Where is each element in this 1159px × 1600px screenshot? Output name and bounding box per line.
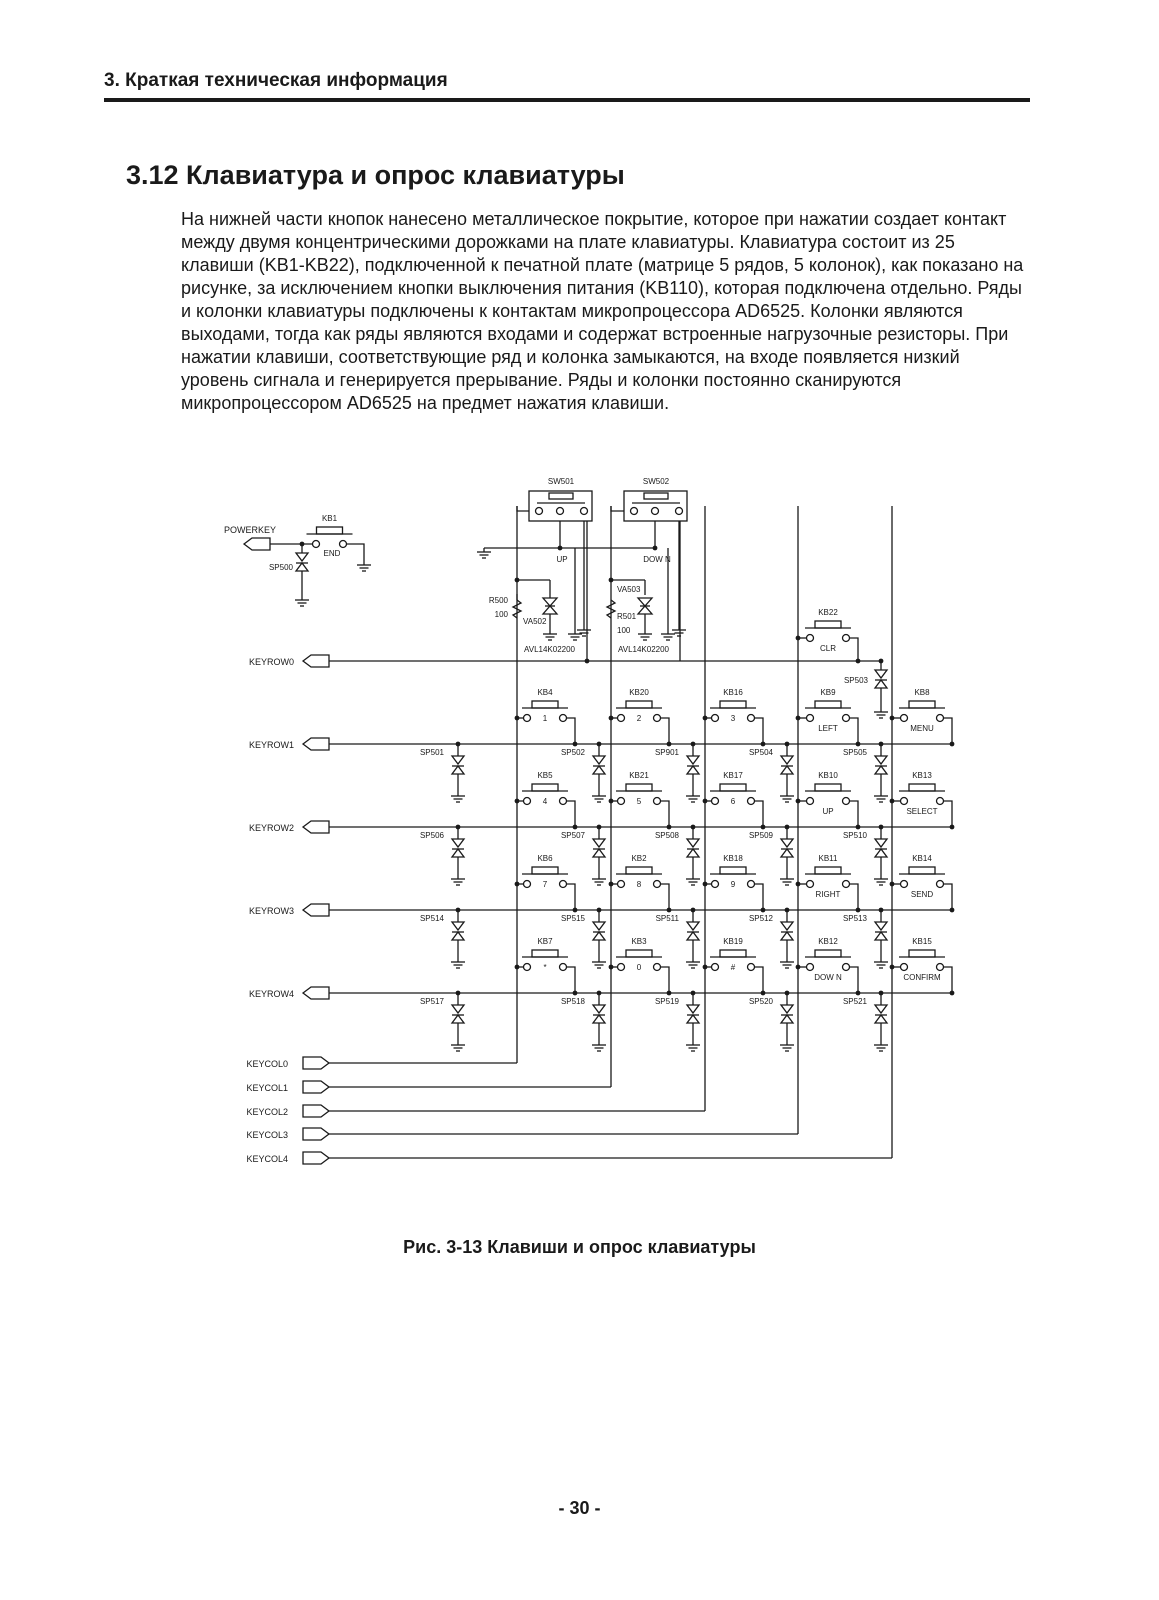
switch-terminal bbox=[581, 508, 588, 515]
junction-dot bbox=[573, 991, 578, 996]
suppressor-diode bbox=[452, 1015, 464, 1023]
junction-dot bbox=[573, 742, 578, 747]
suppressor-label: SP503 bbox=[843, 676, 868, 685]
suppressor-diode bbox=[781, 849, 793, 857]
switch-terminal bbox=[618, 715, 625, 722]
suppressor-diode bbox=[875, 766, 887, 774]
switch-terminal bbox=[654, 798, 661, 805]
suppressor-diode bbox=[781, 756, 793, 764]
section-title: 3.12 Клавиатура и опрос клавиатуры bbox=[126, 160, 625, 190]
label-layer bbox=[224, 477, 941, 1164]
junction-dot bbox=[856, 825, 861, 830]
switch-actuator bbox=[909, 701, 935, 708]
suppressor-diode bbox=[781, 839, 793, 847]
switch-terminal bbox=[524, 715, 531, 722]
page-number: - 30 - bbox=[558, 1498, 601, 1518]
key-ref-label: KB14 bbox=[912, 854, 932, 863]
switch-terminal bbox=[843, 964, 850, 971]
junction-dot bbox=[796, 636, 801, 641]
suppressor-label: SP511 bbox=[655, 914, 679, 923]
side-switch-ref: SW502 bbox=[642, 477, 670, 486]
col-port bbox=[303, 1057, 329, 1069]
suppressor-label: SP518 bbox=[560, 997, 585, 1006]
junction-dot bbox=[609, 578, 614, 583]
key-function-label: LEFT bbox=[818, 724, 838, 733]
key-ref-label: KB11 bbox=[818, 854, 838, 863]
suppressor-label: SP507 bbox=[560, 831, 585, 840]
switch-terminal bbox=[843, 798, 850, 805]
suppressor-diode bbox=[452, 756, 464, 764]
resistor-ref: R500 bbox=[488, 596, 508, 605]
suppressor-label: SP513 bbox=[842, 914, 867, 923]
row-net-label: KEYROW4 bbox=[248, 989, 294, 999]
suppressor-diode bbox=[781, 1005, 793, 1013]
suppressor-diode bbox=[296, 563, 308, 571]
row-net-label: KEYROW0 bbox=[248, 657, 294, 667]
junction-dot bbox=[515, 578, 520, 583]
switch-terminal bbox=[937, 715, 944, 722]
key-function-label: 2 bbox=[636, 714, 642, 723]
key-ref-label: KB5 bbox=[537, 771, 553, 780]
junction-dot bbox=[856, 908, 861, 913]
wire bbox=[944, 884, 953, 910]
switch-terminal bbox=[901, 715, 908, 722]
suppressor-label: SP504 bbox=[748, 748, 773, 757]
wire bbox=[567, 801, 576, 827]
junction-dot bbox=[703, 882, 708, 887]
switch-terminal bbox=[937, 964, 944, 971]
junction-dot bbox=[515, 882, 520, 887]
junction-dot bbox=[950, 742, 955, 747]
suppressor-diode bbox=[687, 756, 699, 764]
col-port bbox=[303, 1152, 329, 1164]
switch-actuator bbox=[532, 701, 558, 708]
suppressor-diode bbox=[452, 766, 464, 774]
switch-terminal bbox=[557, 508, 564, 515]
junction-dot bbox=[856, 742, 861, 747]
varistor-ref: VA502 bbox=[523, 617, 547, 626]
suppressor-label: SP505 bbox=[842, 748, 867, 757]
suppressor-diode bbox=[593, 766, 605, 774]
suppressor-label: SP502 bbox=[560, 748, 585, 757]
wire bbox=[850, 801, 859, 827]
suppressor-diode bbox=[781, 766, 793, 774]
suppressor-diode bbox=[875, 680, 887, 688]
switch-actuator bbox=[815, 621, 841, 628]
wire bbox=[755, 884, 764, 910]
switch-terminal bbox=[901, 881, 908, 888]
row-port bbox=[303, 904, 329, 916]
row-port bbox=[303, 821, 329, 833]
wire bbox=[850, 638, 859, 661]
switch-actuator bbox=[626, 867, 652, 874]
key-function-label: DOW N bbox=[814, 973, 842, 982]
switch-actuator bbox=[815, 784, 841, 791]
switch-terminal bbox=[524, 881, 531, 888]
suppressor-label: SP509 bbox=[748, 831, 773, 840]
suppressor-label: SP501 bbox=[419, 748, 444, 757]
suppressor-label: SP520 bbox=[748, 997, 773, 1006]
wire bbox=[755, 718, 764, 744]
side-switch-ref: SW501 bbox=[547, 477, 575, 486]
body-paragraph: На нижней части кнопок нанесено металлическое покрытие, которое при нажатии создает контакт между двумя концентрическими дорожками на плате клавиатуры. Клавиатура состоит из 25 клавиши (KB1-KB22), подключенной к печатной плате (матрице 5 рядов, 5 колонок), как показано на рисунке, за исключением кнопки выключения питания (KB110), которая подключена отдельно. Ряды и колонки клавиатуры подключены к контактам микропроцессора AD6525. Колонки являются выходами, тогда как ряды являются входами и содержат встроенные нагрузочные резисторы. При нажатии клавиши, соответствующие ряд и колонка замыкаются, на входе появляется низкий уровень сигнала и генерируется прерывание. Ряды и колонки постоянно сканируются микропроцессором AD6525 на предмет нажатия клавиши. bbox=[181, 209, 1024, 413]
col-net-label: KEYCOL0 bbox=[246, 1059, 288, 1069]
row-port bbox=[303, 655, 329, 667]
switch-terminal bbox=[560, 881, 567, 888]
key-ref-label: KB17 bbox=[723, 771, 743, 780]
switch-actuator bbox=[815, 950, 841, 957]
key-ref-label: KB3 bbox=[631, 937, 647, 946]
suppressor-diode bbox=[593, 756, 605, 764]
switch-terminal bbox=[748, 881, 755, 888]
key-ref-label: KB9 bbox=[820, 688, 836, 697]
key-function-label: MENU bbox=[910, 724, 934, 733]
junction-dot bbox=[796, 965, 801, 970]
switch-terminal bbox=[676, 508, 683, 515]
row-port bbox=[303, 987, 329, 999]
switch-actuator bbox=[532, 950, 558, 957]
junction-dot bbox=[667, 825, 672, 830]
varistor-part: AVL14K02200 bbox=[618, 645, 670, 654]
switch-terminal bbox=[560, 715, 567, 722]
key-ref-label: KB2 bbox=[631, 854, 647, 863]
varistor bbox=[638, 598, 652, 606]
suppressor-label: SP521 bbox=[842, 997, 867, 1006]
suppressor-diode bbox=[781, 1015, 793, 1023]
key-ref-label: KB15 bbox=[912, 937, 932, 946]
switch-terminal bbox=[807, 881, 814, 888]
suppressor-diode bbox=[875, 1015, 887, 1023]
junction-dot bbox=[585, 659, 590, 664]
key-function-label: * bbox=[543, 963, 547, 972]
wire bbox=[567, 718, 576, 744]
varistor bbox=[543, 606, 557, 614]
col-net-label: KEYCOL1 bbox=[246, 1083, 288, 1093]
key-ref-label: KB8 bbox=[914, 688, 930, 697]
resistor-ref: R501 bbox=[617, 612, 637, 621]
suppressor-diode bbox=[781, 922, 793, 930]
varistor bbox=[638, 606, 652, 614]
suppressor-diode bbox=[875, 839, 887, 847]
suppressor-diode bbox=[875, 670, 887, 678]
key-ref-label: KB21 bbox=[629, 771, 649, 780]
switch-actuator bbox=[909, 950, 935, 957]
suppressor-diode bbox=[593, 922, 605, 930]
col-net-label: KEYCOL3 bbox=[246, 1130, 288, 1140]
key-ref-label: KB12 bbox=[818, 937, 838, 946]
junction-dot bbox=[856, 991, 861, 996]
wire bbox=[661, 884, 670, 910]
switch-terminal bbox=[937, 798, 944, 805]
running-header: 3. Краткая техническая информация bbox=[104, 70, 448, 91]
figure-caption: Рис. 3-13 Клавиши и опрос клавиатуры bbox=[403, 1237, 756, 1257]
resistor-value: 100 bbox=[494, 610, 508, 619]
key-ref-label: KB13 bbox=[912, 771, 932, 780]
switch-actuator bbox=[626, 784, 652, 791]
wire bbox=[567, 884, 576, 910]
key-function-label: 0 bbox=[636, 963, 642, 972]
wire bbox=[661, 718, 670, 744]
suppressor-diode bbox=[781, 932, 793, 940]
junction-dot bbox=[796, 716, 801, 721]
switch-terminal bbox=[712, 798, 719, 805]
key-ref-label: KB19 bbox=[723, 937, 743, 946]
suppressor-label: SP519 bbox=[654, 997, 679, 1006]
switch-actuator bbox=[626, 701, 652, 708]
side-switch-label: UP bbox=[556, 555, 568, 564]
key-function-label: 5 bbox=[636, 797, 642, 806]
col-port bbox=[303, 1081, 329, 1093]
suppressor-diode bbox=[452, 932, 464, 940]
suppressor-diode bbox=[687, 766, 699, 774]
resistor-value: 100 bbox=[617, 626, 631, 635]
switch-terminal bbox=[712, 715, 719, 722]
key-function-label: 8 bbox=[636, 880, 642, 889]
key-ref-label: KB1 bbox=[321, 514, 338, 523]
switch-terminal bbox=[524, 964, 531, 971]
suppressor-label: SP514 bbox=[419, 914, 444, 923]
suppressor-diode bbox=[687, 839, 699, 847]
key-ref-label: KB6 bbox=[537, 854, 553, 863]
suppressor-diode bbox=[687, 1015, 699, 1023]
junction-dot bbox=[761, 825, 766, 830]
suppressor-diode bbox=[687, 922, 699, 930]
col-port bbox=[303, 1128, 329, 1140]
key-ref-label: KB7 bbox=[537, 937, 553, 946]
suppressor-label: SP901 bbox=[654, 748, 679, 757]
switch-terminal bbox=[654, 964, 661, 971]
key-function-label: RIGHT bbox=[815, 890, 841, 899]
switch-terminal bbox=[560, 798, 567, 805]
junction-dot bbox=[703, 965, 708, 970]
junction-dot bbox=[856, 659, 861, 664]
switch-terminal bbox=[807, 635, 814, 642]
switch-terminal bbox=[654, 881, 661, 888]
suppressor-label: SP508 bbox=[654, 831, 679, 840]
switch-actuator bbox=[532, 867, 558, 874]
key-function-label: CONFIRM bbox=[903, 973, 941, 982]
switch-terminal bbox=[313, 541, 320, 548]
suppressor-diode bbox=[593, 1005, 605, 1013]
junction-dot bbox=[703, 799, 708, 804]
key-function-label: 3 bbox=[730, 714, 736, 723]
col-net-label: KEYCOL4 bbox=[246, 1154, 288, 1164]
junction-dot bbox=[515, 799, 520, 804]
key-ref-label: KB18 bbox=[723, 854, 743, 863]
wire bbox=[347, 544, 365, 565]
key-ref-label: KB4 bbox=[537, 688, 553, 697]
junction-dot bbox=[515, 965, 520, 970]
row-net-label: KEYROW3 bbox=[248, 906, 294, 916]
junction-dot bbox=[667, 908, 672, 913]
junction-dot bbox=[890, 799, 895, 804]
switch-terminal bbox=[618, 964, 625, 971]
col-port bbox=[303, 1105, 329, 1117]
switch-terminal bbox=[712, 964, 719, 971]
suppressor-diode bbox=[593, 839, 605, 847]
varistor-ref: VA503 bbox=[617, 585, 641, 594]
junction-dot bbox=[609, 799, 614, 804]
junction-dot bbox=[950, 908, 955, 913]
key-function-label: SELECT bbox=[906, 807, 938, 816]
switch-terminal bbox=[807, 715, 814, 722]
suppressor-label: SP506 bbox=[419, 831, 444, 840]
junction-dot bbox=[761, 908, 766, 913]
junction-dot bbox=[667, 991, 672, 996]
key-ref-label: KB16 bbox=[723, 688, 743, 697]
switch-actuator bbox=[720, 701, 746, 708]
junction-dot bbox=[515, 716, 520, 721]
switch-terminal bbox=[560, 964, 567, 971]
varistor bbox=[543, 598, 557, 606]
junction-dot bbox=[890, 882, 895, 887]
suppressor-diode bbox=[593, 849, 605, 857]
key-function-label: 4 bbox=[542, 797, 548, 806]
switch-terminal bbox=[536, 508, 543, 515]
junction-dot bbox=[703, 716, 708, 721]
switch-actuator bbox=[909, 784, 935, 791]
wire bbox=[567, 967, 576, 993]
switch-actuator bbox=[720, 867, 746, 874]
suppressor-diode bbox=[452, 839, 464, 847]
suppressor-diode bbox=[875, 756, 887, 764]
switch-actuator bbox=[815, 867, 841, 874]
suppressor-label: SP512 bbox=[748, 914, 773, 923]
suppressor-diode bbox=[875, 932, 887, 940]
switch-terminal bbox=[843, 635, 850, 642]
wire bbox=[850, 718, 859, 744]
switch-terminal bbox=[807, 964, 814, 971]
suppressor-label: SP517 bbox=[419, 997, 444, 1006]
switch-terminal bbox=[340, 541, 347, 548]
power-key-label: END bbox=[323, 549, 341, 558]
suppressor-diode bbox=[593, 1015, 605, 1023]
suppressor-diode bbox=[296, 553, 308, 561]
side-switch-label: DOW N bbox=[643, 555, 671, 564]
key-function-label: 6 bbox=[730, 797, 736, 806]
suppressor-diode bbox=[875, 922, 887, 930]
wire bbox=[661, 967, 670, 993]
key-ref-label: KB22 bbox=[818, 608, 838, 617]
side-switch-actuator bbox=[644, 493, 668, 499]
wire bbox=[755, 801, 764, 827]
row-port bbox=[303, 738, 329, 750]
suppressor-diode bbox=[452, 922, 464, 930]
junction-dot bbox=[950, 825, 955, 830]
wire bbox=[850, 967, 859, 993]
keyboard-schematic bbox=[0, 460, 1159, 1220]
switch-terminal bbox=[712, 881, 719, 888]
key-function-label: 1 bbox=[542, 714, 548, 723]
col-net-label: KEYCOL2 bbox=[246, 1107, 288, 1117]
key-function-label: # bbox=[730, 963, 736, 972]
switch-terminal bbox=[843, 881, 850, 888]
suppressor-diode bbox=[687, 849, 699, 857]
suppressor-diode bbox=[875, 1005, 887, 1013]
wire bbox=[755, 967, 764, 993]
suppressor-diode bbox=[452, 1005, 464, 1013]
switch-actuator bbox=[720, 950, 746, 957]
junction-dot bbox=[761, 991, 766, 996]
suppressor-diode bbox=[687, 932, 699, 940]
key-function-label: 9 bbox=[730, 880, 736, 889]
key-function-label: UP bbox=[822, 807, 834, 816]
junction-dot bbox=[890, 965, 895, 970]
switch-terminal bbox=[618, 798, 625, 805]
switch-terminal bbox=[654, 715, 661, 722]
switch-terminal bbox=[631, 508, 638, 515]
junction-dot bbox=[890, 716, 895, 721]
switch-actuator bbox=[626, 950, 652, 957]
junction-dot bbox=[667, 742, 672, 747]
switch-actuator bbox=[720, 784, 746, 791]
switch-terminal bbox=[748, 964, 755, 971]
junction-dot bbox=[573, 908, 578, 913]
power-port bbox=[244, 538, 270, 550]
suppressor-label: SP510 bbox=[842, 831, 867, 840]
junction-dot bbox=[609, 882, 614, 887]
wire bbox=[944, 967, 953, 993]
suppressor-diode bbox=[593, 932, 605, 940]
junction-dot bbox=[653, 546, 658, 551]
switch-terminal bbox=[901, 964, 908, 971]
switch-actuator bbox=[815, 701, 841, 708]
row-net-label: KEYROW1 bbox=[248, 740, 294, 750]
key-ref-label: KB10 bbox=[818, 771, 838, 780]
switch-terminal bbox=[524, 798, 531, 805]
suppressor-label: SP515 bbox=[560, 914, 585, 923]
wire bbox=[944, 801, 953, 827]
switch-terminal bbox=[748, 798, 755, 805]
switch-terminal bbox=[937, 881, 944, 888]
junction-dot bbox=[950, 991, 955, 996]
switch-terminal bbox=[618, 881, 625, 888]
key-function-label: CLR bbox=[819, 644, 837, 653]
switch-terminal bbox=[901, 798, 908, 805]
junction-dot bbox=[761, 742, 766, 747]
switch-terminal bbox=[748, 715, 755, 722]
key-ref-label: KB20 bbox=[629, 688, 649, 697]
wire bbox=[661, 801, 670, 827]
junction-dot bbox=[558, 546, 563, 551]
switch-terminal bbox=[843, 715, 850, 722]
key-function-label: SEND bbox=[910, 890, 934, 899]
junction-dot bbox=[609, 965, 614, 970]
varistor-part: AVL14K02200 bbox=[524, 645, 576, 654]
switch-terminal bbox=[807, 798, 814, 805]
switch-actuator bbox=[532, 784, 558, 791]
switch-actuator bbox=[909, 867, 935, 874]
junction-dot bbox=[609, 716, 614, 721]
suppressor-diode bbox=[687, 1005, 699, 1013]
junction-dot bbox=[796, 799, 801, 804]
junction-dot bbox=[796, 882, 801, 887]
key-function-label: 7 bbox=[542, 880, 548, 889]
suppressor-diode bbox=[452, 849, 464, 857]
side-switch-actuator bbox=[549, 493, 573, 499]
header-rule bbox=[104, 98, 1030, 102]
wire bbox=[850, 884, 859, 910]
switch-actuator bbox=[317, 527, 343, 534]
suppressor-diode bbox=[875, 849, 887, 857]
wire bbox=[944, 718, 953, 744]
power-net-label: POWERKEY bbox=[224, 525, 277, 535]
suppressor-label: SP500 bbox=[268, 563, 293, 572]
junction-dot bbox=[573, 825, 578, 830]
switch-terminal bbox=[652, 508, 659, 515]
row-net-label: KEYROW2 bbox=[248, 823, 294, 833]
